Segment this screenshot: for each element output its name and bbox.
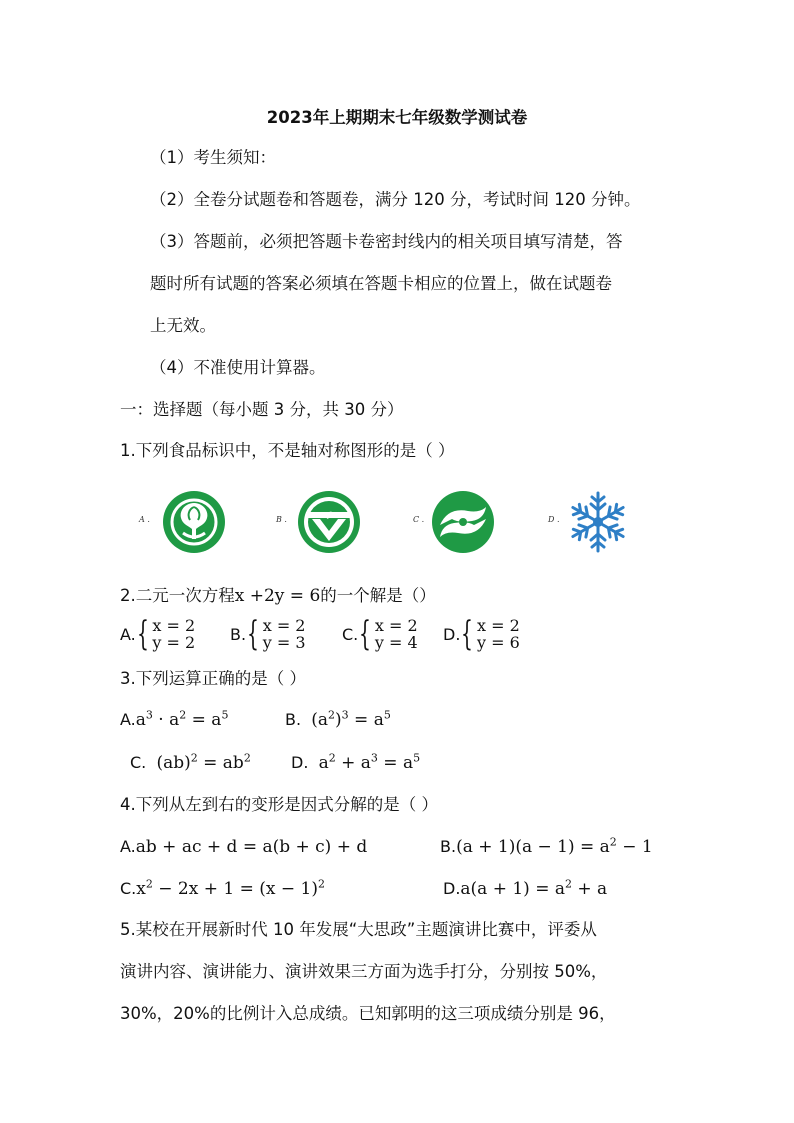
option-label: B.	[440, 837, 457, 856]
question-4-stem: 4.下列从左到右的变形是因式分解的是（ ）	[120, 795, 438, 814]
question-1-stem: 1.下列食品标识中，不是轴对称图形的是（ ）	[120, 441, 455, 460]
q2-option-d[interactable]	[443, 614, 520, 654]
note-3-line2: 题时所有试题的答案必须填在答题卡相应的位置上，做在试题卷	[150, 274, 612, 293]
q3-option-b[interactable]: B. $(a^2)^3 = a^5$	[285, 708, 391, 730]
question-5-line1: 5.某校在开展新时代 10 年发展“大思政”主题演讲比赛中，评委从	[120, 920, 597, 939]
q2-option-c[interactable]	[342, 614, 418, 654]
brace-glyph: {	[247, 614, 259, 654]
option-expression-tail: − 1	[616, 837, 653, 857]
q1-option-b-label: B .	[276, 515, 287, 524]
q2-stem-equation: x +2y = 6	[234, 586, 321, 606]
q2-stem-text-b: 的一个解是（）	[320, 586, 436, 605]
q2-option-b[interactable]	[230, 614, 306, 654]
option-label: A.	[120, 710, 136, 729]
section-heading: 一：选择题（每小题 3 分，共 30 分）	[120, 400, 404, 419]
equation-x: x = 2	[152, 616, 196, 635]
q3-option-d[interactable]: D. $a^2 + a^3 = a^5$	[291, 751, 421, 773]
brace-glyph: {	[136, 614, 149, 654]
brace-glyph: {	[461, 614, 474, 654]
q4-option-d[interactable]: $D.a(a + 1) = a^2 + a$	[443, 877, 608, 899]
q1-option-d-label: D .	[548, 515, 560, 524]
brace-glyph: {	[359, 614, 372, 654]
q4-option-c[interactable]: $C.x^2 - 2x + 1 = (x - 1)^2$	[120, 877, 325, 899]
note-2: （2）全卷分试题卷和答题卷，满分 120 分，考试时间 120 分钟。	[150, 190, 641, 209]
option-label: C.	[120, 879, 137, 898]
question-2-stem	[120, 585, 436, 607]
q3-option-a[interactable]: $A.a^3 \cdot a^2 = a^5$	[120, 708, 229, 730]
q4-option-a[interactable]	[120, 836, 367, 858]
note-3-line3: 上无效。	[150, 316, 216, 335]
note-3-line1: （3）答题前，必须把答题卡卷密封线内的相关项目填写清楚，答	[150, 232, 623, 251]
option-expression-tail: + a	[572, 879, 608, 899]
equation-x: x = 2	[262, 616, 306, 635]
option-label: D.	[291, 753, 309, 772]
option-label: C.	[342, 624, 359, 644]
equation-x: x = 2	[477, 616, 520, 635]
q3-option-c[interactable]: C. $(ab)^2 = ab^2$	[130, 751, 251, 773]
green-food-logo-icon	[159, 489, 229, 555]
q1-option-c-label: C .	[413, 515, 425, 524]
option-label: C.	[130, 753, 147, 772]
q1-option-a-label: A .	[139, 515, 150, 524]
option-label: D.	[443, 624, 461, 644]
option-label: D.	[443, 879, 461, 898]
option-label: B.	[230, 624, 247, 644]
page-title: 2023年上期期末七年级数学测试卷	[266, 108, 528, 127]
green-v-badge-icon	[294, 489, 364, 555]
equation-y: y = 2	[152, 633, 196, 652]
equation-y: y = 6	[477, 633, 520, 652]
equation-y: y = 3	[262, 633, 306, 652]
note-1: （1）考生须知：	[150, 148, 276, 167]
question-5-line2: 演讲内容、演讲能力、演讲效果三方面为选手打分，分别按 50%，	[120, 962, 608, 981]
q2-option-a[interactable]	[120, 614, 196, 654]
question-5-line3: 30%，20%的比例计入总成绩。已知郭明的这三项成绩分别是 96，	[120, 1004, 616, 1023]
question-3-stem: 3.下列运算正确的是（ ）	[120, 669, 306, 688]
option-label: B.	[285, 710, 302, 729]
green-leaf-s-icon	[428, 489, 498, 555]
q4-option-b[interactable]: $B.(a + 1)(a - 1) = a^2 - 1$	[440, 835, 653, 857]
equation-y: y = 4	[374, 633, 418, 652]
snowflake-icon	[565, 489, 631, 555]
option-expression: (a + 1)(a − 1) = a	[456, 837, 610, 857]
q2-stem-text-a: 2.二元一次方程	[120, 586, 235, 605]
option-expression: ab + ac + d = a(b + c) + d	[135, 837, 368, 857]
note-4: （4）不准使用计算器。	[150, 358, 326, 377]
option-label: A.	[120, 624, 136, 644]
equation-x: x = 2	[374, 616, 418, 635]
option-label: A.	[120, 837, 136, 856]
option-expression: a(a + 1) = a	[460, 879, 565, 899]
